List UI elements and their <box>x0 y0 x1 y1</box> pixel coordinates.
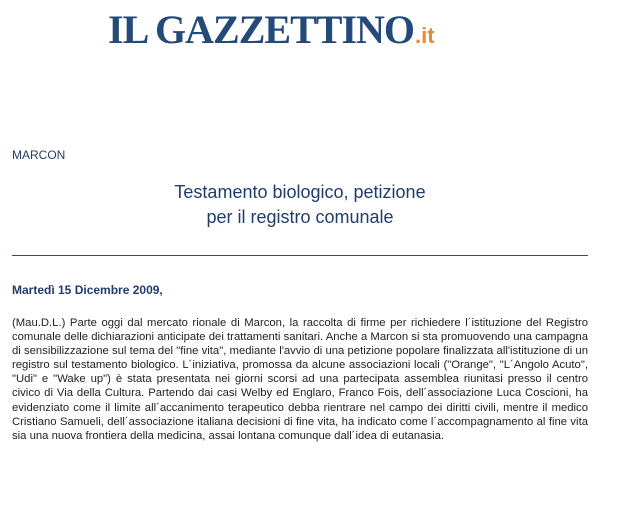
logo-domain-suffix: .it <box>415 23 435 48</box>
section-label: MARCON <box>12 148 66 162</box>
article-title <box>12 180 588 230</box>
article-body: (Mau.D.L.) Parte oggi dal mercato rionale di Marcon, la raccolta di firme per richiedere l´istituzione del Registro comunale delle dichiarazioni anticipate dei trattamenti sanitari. Anche a Marcon si sta promuovendo una campagna di sensibilizzazione sul tema del "fine vita", mediante l'avvio di una petizione popolare finalizzata all'istituzione di un registro sul testamento biologico. L´iniziativa, promossa da alcune associazioni locali ("Orange", "L´Angolo Acuto", "Udi" e "Wake up") è stata presentata nei giorni scorsi ad una partecipata assemblea riunitasi presso il centro civico di Via della Cultura. Partendo dai casi Welby ed Englaro, Franco Fois, dell´associazione Luca Coscioni, ha evidenziato come il limite all´accanimento terapeutico debba rientrare nel campo dei diritti civili, mentre il medico Cristiano Samueli, dell´associazione italiana decisioni di fine vita, ha indicato come l´accompagnamento al fine vita sia una nuova frontiera della medicina, assai lontana comunque dall´idea di eutanasia. <box>12 317 588 442</box>
site-logo[interactable] <box>108 7 508 52</box>
article-title-line-1: Testamento biologico, petizione <box>174 182 426 202</box>
article-title-line-2: per il registro comunale <box>206 207 394 227</box>
title-divider <box>12 255 588 256</box>
logo-wordmark: IL GAZZETTINO <box>108 7 415 52</box>
article-date: Martedì 15 Dicembre 2009, <box>12 283 163 297</box>
